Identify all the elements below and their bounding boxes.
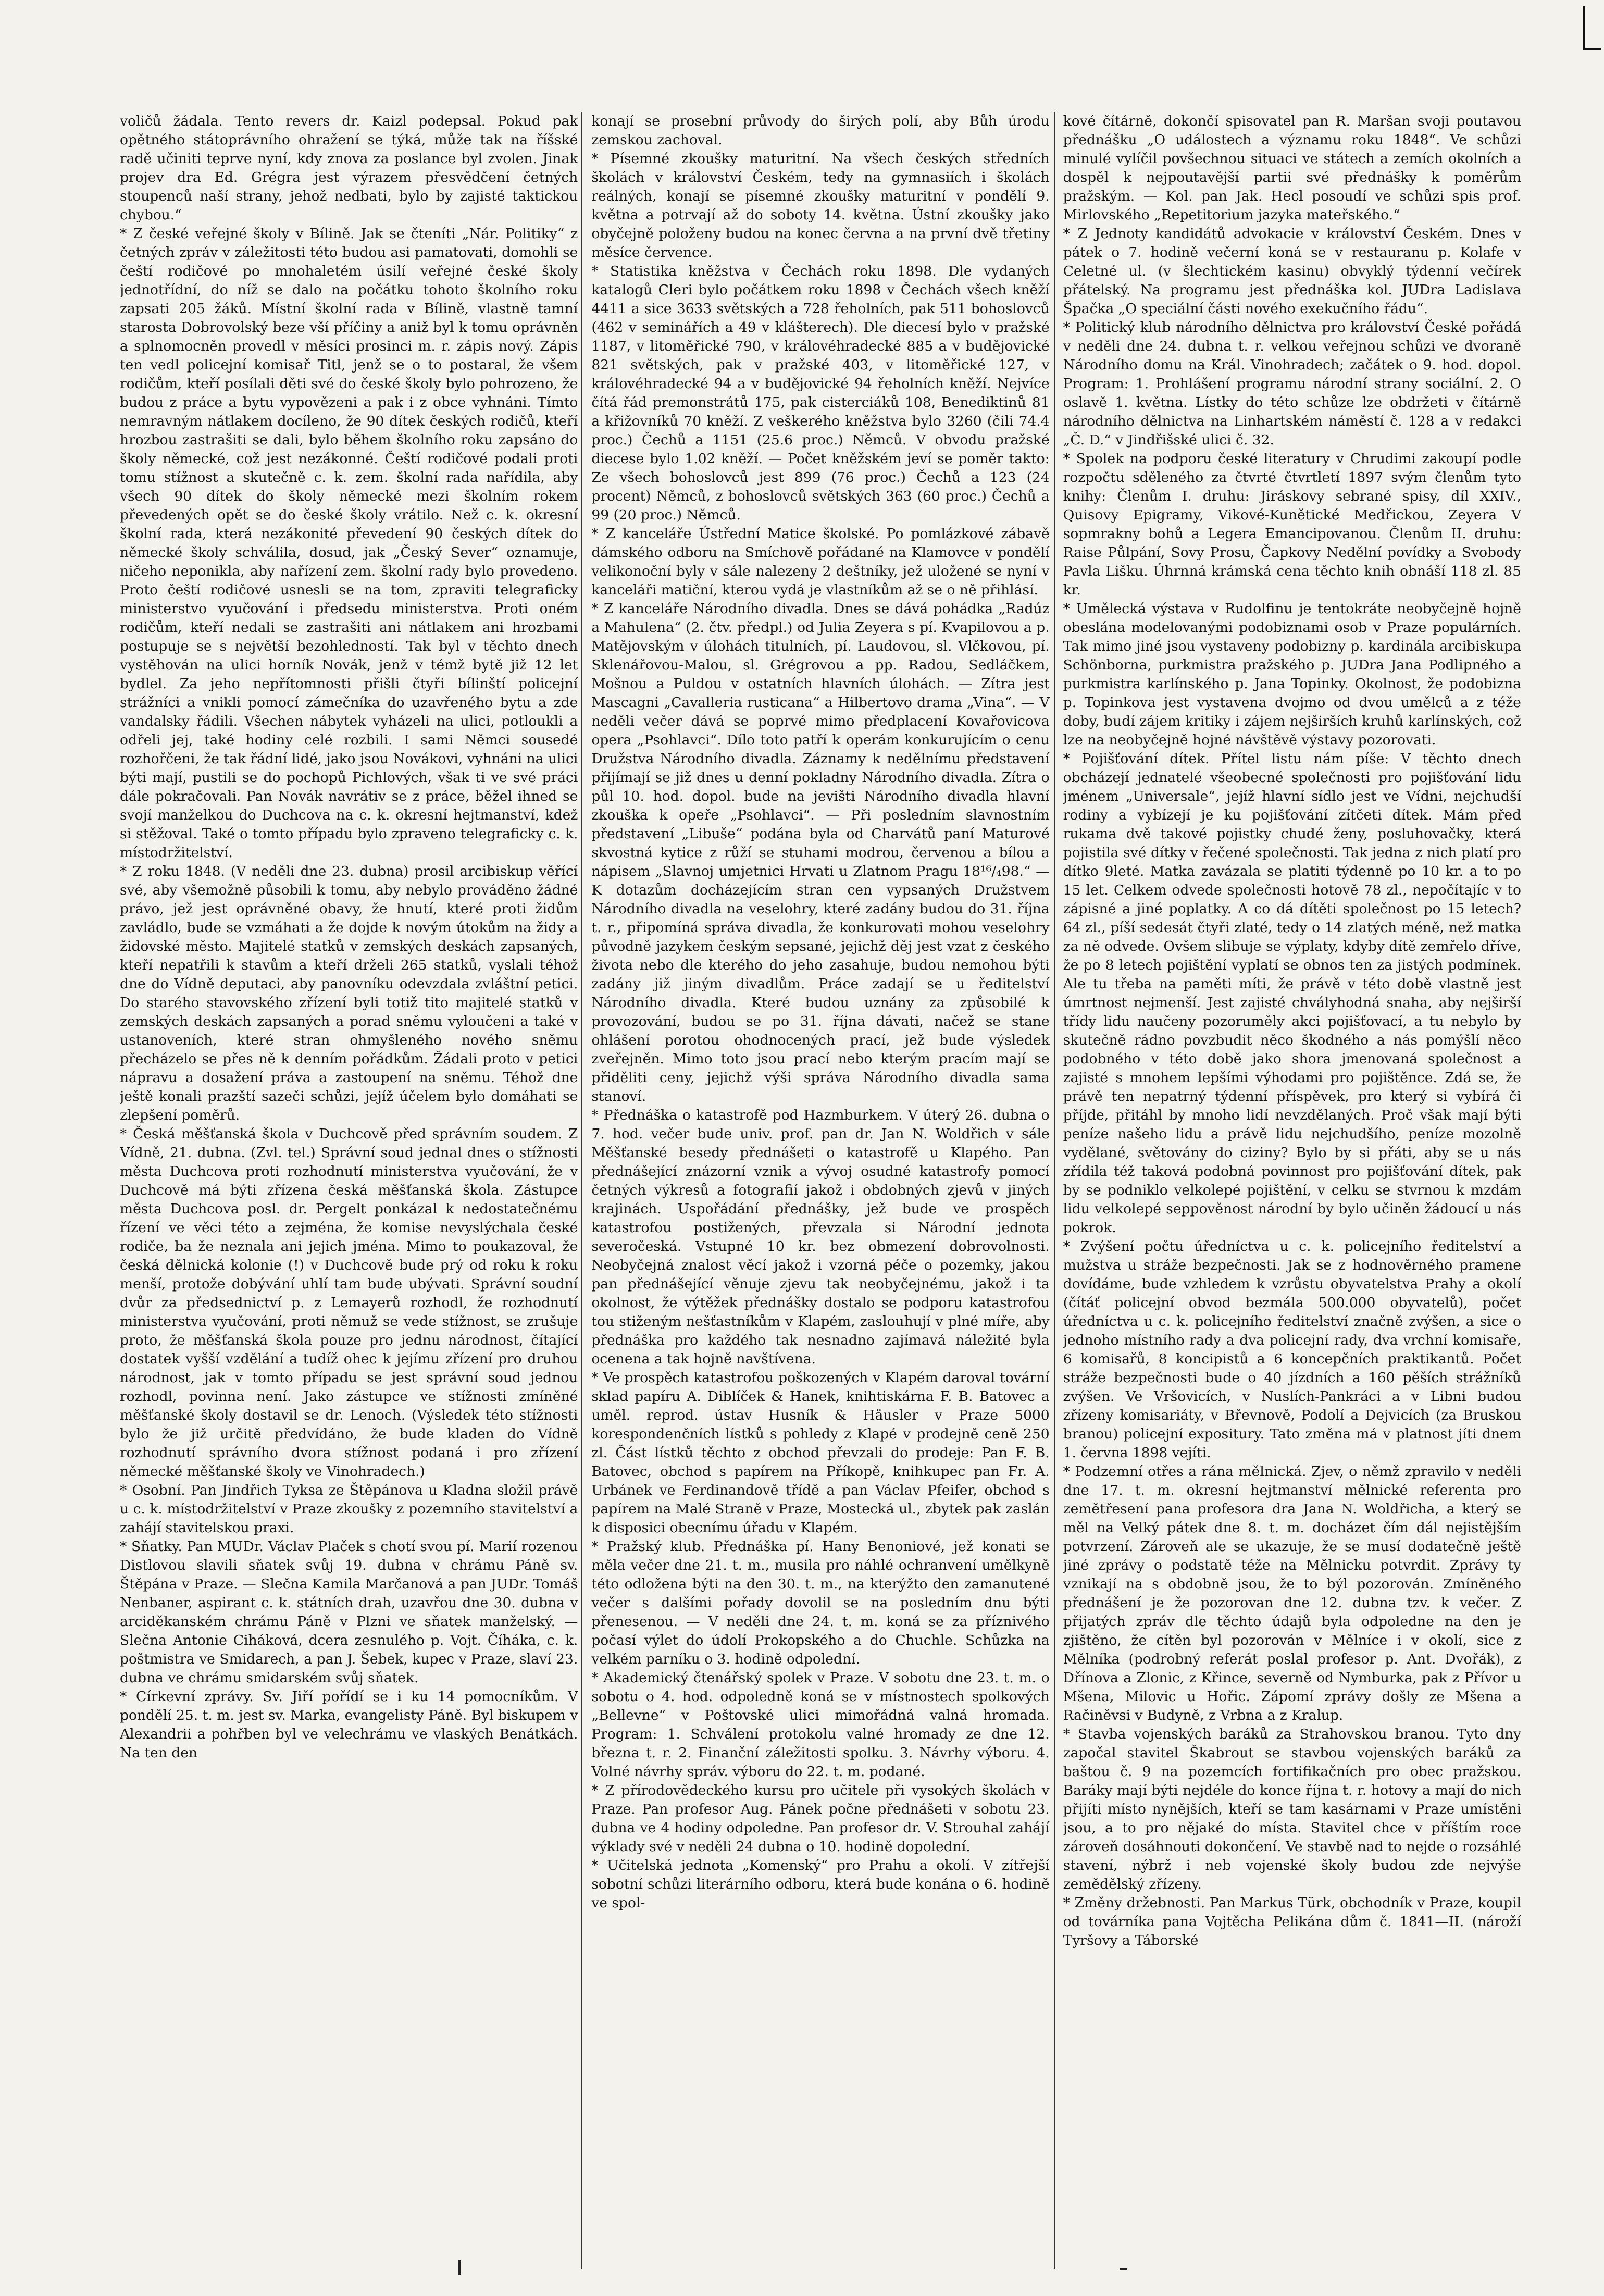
article-paragraph: * Zvýšení počtu úředníctva u c. k. policejního ředitelství a mužstva u stráže bezpečnosti. Jak se z hodnověrného pramene dovídáme, bude vzhledem k vzrůstu obyvatelstva Prahy a okolí (čítáť policejní obvod bezmála 500.000 obyvatelů), počet úředníctva u c. k. policejního ředitelství značně zvýšen, a sice o jednoho místního rady a dva policejní rady, dva vrchní komisaře, 6 komisařů, 8 koncipistů a 6 koncepčních praktikantů. Počet stráže bezpečnosti bude o 40 jízdních a 160 pěších strážníků zvýšen. Ve Vršovicích, v Nuslích-Pankráci a v Libni budou zřízeny komisariáty, v Břevnově, Podolí a Dejvicích (za Bruskou branou) policejní expositury. Tato změna má v platnost jíti dnem 1. června 1898 vejíti. xyxy=(1063,1238,1521,1461)
article-paragraph: * Ve prospěch katastrofou poškozených v Klapém daroval tovární sklad papíru A. Diblíček & Hanek, knihtiskárna F. B. Batovec a uměl. reprod. ústav Husník & Häusler v Praze 5000 korespondenčních lístků s pohledy z Klapé v prodejně ceně 250 zl. Část lístků těchto z obchod převzali do prodeje: Pan F. B. Batovec, obchod s papírem na Příkopě, knihkupec pan Fr. A. Urbánek ve Ferdinandově třídě a pan Václav Pfeifer, obchod s papírem na Malé Straně v Praze, Mostecká ul., zbytek pak zaslán k disposici obecnímu úřadu v Klapém. xyxy=(591,1370,1050,1536)
newspaper-page xyxy=(120,112,1521,2269)
article-paragraph: * Česká měšťanská škola v Duchcově před správním soudem. Z Vídně, 21. dubna. (Zvl. tel.) Správní soud jednal dnes o stížnosti města Duchcova proti rozhodnutí ministerstva vyučování, že v Duchcově má býti zřízena česká měšťanská škola. Zástupce města Duchcova posl. dr. Pergelt ponkázal k nedostatečnému řízení ve věci této a zejména, že komise nevyslýchala české rodiče, ba že neznala ani jejich jména. Mimo to poukazoval, že česká dělnická kolonie (!) v Duchcově bude prý od roku k roku menší, protože dobývání uhlí tam bude ubývati. Správní soudní dvůr za předsednictví p. z Lemayerů rozhodl, že rozhodnutí ministerstva vyučování, proti němuž se vede stížnost, se zrušuje proto, že měšťanská škola pouze pro jednu národnost, čítající dostatek vyšší vzdělání a tudíž ohec k jejímu zřízení pro druhou národnost, jak v tomto případu se jest správní soud jednou rozhodl, povinna není. Jako zástupce ve stížnosti zmíněné měšťanské školy dostavil se dr. Lenoch. (Výsledek této stížnosti bylo že již určitě předvídáno, že bude kladen do Vídně rozhodnutí správního dvora stížnost podaná i pro zřízení německé měšťanské školy ve Vinohradech.) xyxy=(120,1126,578,1480)
article-paragraph: * Statistika kněžstva v Čechách roku 1898. Dle vydaných katalogů Cleri bylo počátkem roku 1898 v Čechách všech kněží 4411 a sice 3633 světských a 728 řeholních, pak 511 bohoslovců (462 v seminářích a 49 v klášterech). Dle diecesí bylo v pražské 1187, v litoměřické 790, v královéhradecké 885 a v budějovické 821 světských, pak v pražské 403, v litoměřické 127, v královéhradecké 94 a v budějovické 94 řeholních kněží. Nejvíce čítá řád premonstrátů 175, pak cisterciáků 108, Benediktinů 81 a křižovníků 70 kněží. Z veškerého kněžstva bylo 3260 (čili 74.4 proc.) Čechů a 1151 (25.6 proc.) Němců. V obvodu pražské diecese bylo 1.02 kněží. — Počet kněžském jeví se poměr takto: Ze všech bohoslovců jest 899 (76 proc.) Čechů a 123 (24 procent) Němců, z bohoslovců světských 363 (60 proc.) Čechů a 99 (20 proc.) Němců. xyxy=(591,263,1050,523)
article-paragraph: * Z kanceláře Národního divadla. Dnes se dává pohádka „Radúz a Mahulena“ (2. čtv. předpl.) od Julia Zeyera s pí. Kvapilovou a p. Matějovským v úlohách titulních, pí. Laudovou, sl. Vlčkovou, pí. Sklenářovou-Malou, sl. Grégrovou a pp. Radou, Sedláčkem, Mošnou a Puldou v ostatních hlavních úlohách. — Zítra jest Mascagni „Cavalleria rusticana“ a Hilbertovo drama „Vina“. — V neděli večer dává se poprvé mimo předplacení Kovařovicova opera „Psohlavci“. Dílo toto patří k operám konkurujícím o cenu Družstva Národního divadla. Záznamy k nedělnímu představení přijímají se již dnes u denní pokladny Národního divadla. Zítra o půl 10. hod. dopol. bude na jevišti Národního divadla hlavní zkouška k opeře „Psohlavci“. — Při posledním slavnostním představení „Libuše“ podána byla od Charvátů paní Maturové skvostná kytice z růží se stuhami modrou, červenou a bílou a nápisem „Slavnoj umjetnici Hrvati u Zlatnom Pragu 18¹⁶/₄98.“ — K dotazům docházejícím stran cen vypsaných Družstvem Národního divadla na veselohry, které zadány budou do 31. října t. r., připomíná správa divadla, že konkurovati mohou veselohry původně jazykem českým sepsané, jejichž děj jest vzat z českého života nebo dle kterého do jeho zasahuje, budou nemohou býti zadány již jiným divadlům. Práce zadají se u ředitelství Národního divadla. Které budou uznány za způsobilé k provozování, budou se po 31. října dávati, načež se stane ohlášení porotou ohodnocených prací, jež bude výsledek zveřejněn. Mimo toto jsou prací nebo kterým pracím mají se přiděliti ceny, jejichž výši správa Národního divadla sama stanoví. xyxy=(591,601,1050,1104)
article-paragraph: * Politický klub národního dělnictva pro království České pořádá v neděli dne 24. dubna t. r. velkou veřejnou schůzi ve dvoraně Národního domu na Král. Vinohradech; začátek o 9. hod. dopol. Program: 1. Prohlášení programu národní strany sociální. 2. O oslavě 1. května. Lístky do této schůze lze obdržeti v čítárně národního dělnictva na Linhartském náměstí č. 128 a v redakci „Č. D.“ v Jindřišské ulici č. 32. xyxy=(1063,319,1521,448)
article-paragraph: * Akademický čtenářský spolek v Praze. V sobotu dne 23. t. m. o sobotu o 4. hod. odpoledně koná se v místnostech spolkových „Bellevne“ v Poštovské ulici mimořádná valná hromada. Program: 1. Schválení protokolu valné hromady ze dne 12. března t. r. 2. Finanční záležitosti spolku. 3. Návrhy výboru. 4. Volné návrhy správ. výboru do 22. t. m. podané. xyxy=(591,1670,1050,1780)
article-paragraph: * Přednáška o katastrofě pod Hazmburkem. V úterý 26. dubna o 7. hod. večer bude univ. prof. pan dr. Jan N. Woldřich v sále Měšťanské besedy přednášeti o katastrofě u Klapého. Pan přednášející znázorní vznik a vývoj osudné katastrofy pomocí četných výkresů a fotografií jakož i obdobných zjevů v jiných krajinách. Uspořádání přednášky, jež bude ve prospěch katastrofou postižených, převzala si Národní jednota severočeská. Vstupné 10 kr. bez obmezení dobrovolnosti. Neobyčejná znalost věcí jakož i vzorná péče o pozemky, jakou pan přednášející věnuje zjevu tak neobyčejnému, jakož i ta okolnost, že výtěžek přednášky dostalo se podporu katastrofou tou stiženým nešťastníkům v Klapém, zaslouhují v plné míře, aby přednáška pro každého tak nesnadno zajímavá náležité byla ocenena a tak hojně navštívena. xyxy=(591,1107,1050,1367)
article-paragraph: voličů žádala. Tento revers dr. Kaizl podepsal. Pokud pak opětného státoprávního ohražení se týká, může tak na říšské radě učiniti teprve nyní, kdy znova za poslance byl zvolen. Jinak projev dra Ed. Grégra jest výrazem přesvědčení četných stoupenců naší strany, jehož nedbati, bylo by zajisté taktickou chybou.“ xyxy=(120,113,578,223)
article-paragraph: * Sňatky. Pan MUDr. Václav Plaček s chotí svou pí. Marií rozenou Distlovou slavili sňatek svůj 19. dubna v chrámu Páně sv. Štěpána v Praze. — Slečna Kamila Marčanová a pan JUDr. Tomáš Nenbaner, aspirant c. k. státních drah, uzavřou dne 30. dubna v arciděkanském chrámu Páně v Plzni ve sňatek manželský. — Slečna Antonie Ciháková, dcera zesnulého p. Vojt. Číháka, c. k. poštmistra ve Smidarech, a pan J. Šebek, kupec v Praze, slaví 23. dubna ve chrámu smidarském svůj sňatek. xyxy=(120,1538,578,1686)
article-paragraph: * Z kanceláře Ústřední Matice školské. Po pomlázkové zábavě dámského odboru na Smíchově pořádané na Klamovce v pondělí velikonoční byly v sále nalezeny 2 deštníky, jež uložené se nyní v kanceláři matiční, kterou vydá je vlastníkům až se o ně přihlásí. xyxy=(591,526,1050,598)
article-paragraph: * Písemné zkoušky maturitní. Na všech českých středních školách v království Českém, tedy na gymnasiích i školách reálných, konají se písemné zkoušky maturitní v pondělí 9. května a potrvají až do soboty 14. května. Ústní zkoušky jako obyčejně položeny budou na konec června a na první dvě třetiny měsíce července. xyxy=(591,151,1050,260)
article-paragraph: * Pražský klub. Přednáška pí. Hany Benoniové, jež konati se měla večer dne 21. t. m., musila pro náhlé ochranvení umělkyně této odložena býti na den 30. t. m., na kterýžto den zamanutené večer s dalšími pořady dovolil se na posledním dnu býti přenesenou. — V neděli dne 24. t. m. koná se za příznivého počasí výlet do údolí Prokopského a do Chuchle. Schůzka na velkém parníku o 3. hodině odpolední. xyxy=(591,1538,1050,1667)
article-paragraph: * Z české veřejné školy v Bílině. Jak se čteníti „Nár. Politiky“ z četných zpráv v záležitosti této budou asi pamatovati, domohli se čeští rodičové po mnohaletém úsilí veřejné české školy jednotřídní, do níž se dalo na počátku tohoto školního roku zapsati 205 žáků. Místní školní rada v Bílině, vlastně tamní starosta Dobrovolský beze vší příčiny a aniž byl k tomu oprávněn a splnomocněn provedl v měsíci prosinci m. r. zápis nový. Zápis ten vedl policejní komisař Titl, jenž se o to postaral, že všem rodičům, kteří posílali děti své do české školy bylo pohrozeno, že budou z práce a bytu vypovězeni a pak i z obce vyhnáni. Tímto nemravným nátlakem docíleno, že 90 dítek českých rodičů, kteří hrozbou zastrašiti se dali, bylo během školního roku zapsáno do školy německé, což jest nezákonné. Čeští rodičové podali proti tomu stížnost a skutečně c. k. zem. školní rada nařídila, aby všech 90 dítek do školy německé mezi školním rokem převedených opět se do české školy vrátilo. Než c. k. okresní školní rada, která nezákonité převedení 90 českých dítek do německé školy schválila, dosud, jak „Český Sever“ oznamuje, ničeho neponikla, aby nařízení zem. školní rady bylo provedeno. Proto čeští rodičové usnesli se na tom, zpraviti telegraficky ministerstvo vyučování i předsedu ministerstva. Proti oném rodičům, kteří nedali se zastrašiti ani nátlakem ani hrozbami postupuje se s největší bezohledností. Tak byl v těchto dnech vystěhován na ulici horník Novák, jenž v témž bytě již 12 let bydlel. Za jeho nepřítomnosti přišli čtyři bílinští policejní strážníci a vnikli pomocí zámečníka do uzavřeného bytu a zde vandalsky řádili. Všechen nábytek vyházeli na ulici, potloukli a odřeli jej, také hodiny celé rozbili. I sami Němci sousedé rozhořčeni, že tak řádní lidé, jako jsou Novákovi, vyhnáni na ulici býti mají, pustili se do pochopů Pichlových, však ti ve své práci dále pokračovali. Pan Novák navrátiv se z práce, běžel ihned se svojí manželkou do Duchcova na c. k. okresní hejtmanství, kdež si stěžoval. Také o tomto případu bylo zpraveno telegraficky c. k. místodržitelství. xyxy=(120,226,578,861)
article-paragraph: * Z Jednoty kandidátů advokacie v království Českém. Dnes v pátek o 7. hodině večerní koná se v restauranu p. Kolafe v Celetné ul. (v šlechtickém kasinu) obvyklý týdenní večírek přátelský. Na programu jest přednáška kol. JUDra Ladislava Špačka „O speciální části nového exekučního řádu“. xyxy=(1063,226,1521,317)
page-corner-mark xyxy=(1583,6,1601,50)
article-paragraph: * Umělecká výstava v Rudolfinu je tentokráte neobyčejně hojně obeslána modelovanými podobiznami osob v Praze populárních. Tak mimo jiné jsou vystaveny podobizny p. kardinála arcibiskupa Schönborna, purkmistra pražského p. JUDra Jana Podlipného a purkmistra karlínského p. Jana Topinky. Okolnost, že podobizna p. Topinkova jest vystavena dvojmo od dvou umělců a z téže doby, budí zájem kritiky i zájem nejširších kruhů karlínských, což lze na neobyčejně hojné návštěvě výstavy pozorovati. xyxy=(1063,601,1521,748)
column-1 xyxy=(120,112,578,2269)
column-2 xyxy=(591,112,1049,2269)
article-paragraph: * Stavba vojenských baráků za Strahovskou branou. Tyto dny započal stavitel Škabrout se stavbou vojenských baráků za baštou č. 9 na pozemcích fortifikačních pro obec pražskou. Baráky mají býti nejdéle do konce října t. r. hotovy a mají do nich přijíti místo nynějších, kteří se tam kasárnami v Praze umístěni jsou, a to pro nějaké do místa. Stavitel chce v příštím roce zároveň dosáhnouti dokončení. Ve stavbě nad to nejde o rozsáhlé stavení, nýbrž i neb vojenské školy budou zde nejvýše zemědělský zřízeny. xyxy=(1063,1726,1521,1892)
article-paragraph: * Změny držebnosti. Pan Markus Türk, obchodník v Praze, koupil od továrníka pana Vojtěcha Pelikána dům č. 1841—II. (nároží Tyršovy a Táborské xyxy=(1063,1895,1521,1949)
article-paragraph: * Z roku 1848. (V neděli dne 23. dubna) prosil arcibiskup věřící své, aby všemožně působili k tomu, aby nebylo prováděno žádné právo, jež jest oprávněné obavy, že hnutí, které proti židům zavládlo, bude se vzmáhati a že dojde k novým útokům na židy a židovské město. Majitelé statků v zemských deskách zapsaných, kteří nepatřili k stavům a kteří drželi 265 statků, vyslali téhož dne do Vídně deputaci, aby panovníku odevzdala zvláštní petici. Do starého stavovského zřízení byli totiž tito majitelé statků v zemských deskách zapsaných a porad sněmu vyloučeni a také v ustanoveních, které stran ohmyšleného nového sněmu přecházelo se přes ně k denním pořádkům. Žádali proto v petici nápravu a dosažení práva a zastoupení na sněmu. Téhož dne ještě konali prazští sazeči schůzi, jejíž účelem bylo domáhati se zlepšení poměrů. xyxy=(120,863,578,1123)
article-paragraph: * Podzemní otřes a rána mělnická. Zjev, o němž zpravilo v neděli dne 17. t. m. okresní hejtmanství mělnické referenta pro zemětřesení pana profesora dra Jana N. Woldřicha, a který se měl na Velký pátek dne 8. t. m. docházet čím dál nejistějším potvrzení. Zároveň ale se ukazuje, že se musí dodatečně ještě jiné zprávy o podstatě téže na Mělnicku potvrdit. Zprávy ty vznikají na s obdobně jsou, že to býl pozorován. Zmíněného přednášení je že pozorovan dne 12. dubna tzv. k večer. Z přijatých zpráv dle těchto údajů byla odpoledne na den je zjištěno, že cítěn byl pozorován v Mělníce i v okolí, sice z Mělníka (podrobný referát poslal profesor p. Ant. Dvořák), z Dřínova a Zlonic, z Křince, severně od Nymburka, pak z Přívor u Mšena, Milovic u Hořic. Zápomí zprávy došly ze Mšena a Račiněvsi v Budyně, z Vrbna a z Kralup. xyxy=(1063,1463,1521,1723)
article-paragraph: konají se prosební průvody do širých polí, aby Bůh úrodu zemskou zachoval. xyxy=(591,113,1050,148)
article-paragraph: * Církevní zprávy. Sv. Jiří pořídí se i ku 14 pomocníkům. V pondělí 25. t. m. jest sv. Marka, evangelisty Páně. Byl biskupem v Alexandrii a pohřben byl ve velechrámu ve vlaských Benátkách. Na ten den xyxy=(120,1689,578,1761)
column-3 xyxy=(1063,112,1521,2269)
article-paragraph: * Osobní. Pan Jindřich Tyksa ze Štěpánova u Kladna složil právě u c. k. místodržitelství v Praze zkoušky z pozemního stavitelství a zahájí stavitelskou praxi. xyxy=(120,1482,578,1536)
article-paragraph: * Pojišťování dítek. Přítel listu nám píše: V těchto dnech obcházejí jednatelé všeobecné společnosti pro pojišťování lidu jménem „Universale“, jejíž hlavní sídlo jest ve Vídni, nejchudší rodiny a vybízejí je ku pojišťování zítčeti dítek. Mám před rukama dvě takové pojistky chudé ženy, posluhovačky, která pojistila své dítky v řečené společnosti. Tak jedna z nich platí pro dítko 9leté. Matka zavázala se platiti týdenně po 10 kr. a to po 15 let. Celkem odvede společnosti hotově 78 zl., nepočítajíc v to zápisné a jiné poplatky. A co dá dítěti společnost po 15 letech? 64 zl., píší sedesát čtyři zlaté, tedy o 14 zlatých méně, než matka za ně odvede. Ovšem slibuje se výplaty, kdyby dítě zemřelo dříve, že po 8 letech pojištění vyplatí se obnos ten za jistých podmínek. Ale tu třeba na paměti míti, že právě v této době vlastně jest úmrtnost nejmenší. Jest zajisté chvályhodná snaha, aby nejširší třídy lidu naučeny pozoruměly akci pojišťovací, a tu nebylo by skutečně rádno povzbudit něco škodného a nás pomýšlí něco podobného v této době jako shora jmenovaná společnost a zajisté s mnohem lepšími výhodami pro pojištěnce. Zdá se, že právě ten nepatrný týdenní příspěvek, pro který si vybírá či příjde, přitáhl by mnoho lidí nevzdělaných. Proč však mají býti peníze našeho lidu a právě lidu nejchudšího, peníze mozolně vydělané, světovány do ciziny? Bylo by si přáti, aby se u nás zřídila též taková podobná povinnost pro pojišťování dítek, pak by se podniklo velkolepé pojištění, v celku se stvrnou k mzdám lidu velkolepé seppověnost národní by bylo učiněn žádoucí u nás pokrok. xyxy=(1063,751,1521,1236)
article-paragraph: kové čítárně, dokončí spisovatel pan R. Maršan svoji poutavou přednášku „O událostech a významu roku 1848“. Ve schůzi minulé vylíčil povšechnou situaci ve státech a zemích okolních a dospěl k nejpoutavější partii své přednášky k poměrům pražským. — Kol. pan Jak. Hecl posoudí ve schůzi spis prof. Mirlovského „Repetitorium jazyka mateřského.“ xyxy=(1063,113,1521,223)
article-paragraph: * Spolek na podporu české literatury v Chrudimi zakoupí podle rozpočtu sděleného za čtvrté čtvrtletí 1897 svým členům tyto knihy: Členům I. druhu: Jiráskovy sebrané spisy, díl XXIV., Quisovy Epigramy, Vikové-Kunětické Medřickou, Zeyera V sopmrakny bohů a Legera Emancipovanou. Členům II. druhu: Raise Půlpání, Sovy Prosu, Čapkovy Nedělní povídky a Svobody Pavla Lišku. Úhrnná krámská cena těchto knih obnáší 118 zl. 85 kr. xyxy=(1063,451,1521,598)
article-paragraph: * Učitelská jednota „Komenský“ pro Prahu a okolí. V zítřejší sobotní schůzi literárního odboru, která bude konána o 6. hodině ve spol- xyxy=(591,1857,1050,1911)
article-paragraph: * Z přírodovědeckého kursu pro učitele při vysokých školách v Praze. Pan profesor Aug. Pánek počne přednášeti v sobotu 23. dubna ve 4 hodiny odpoledne. Pan profesor dr. V. Strouhal zahájí výklady své v neděli 24 dubna o 10. hodině dopolední. xyxy=(591,1782,1050,1855)
page-mark xyxy=(1120,2268,1127,2270)
page-mark xyxy=(458,2260,461,2275)
